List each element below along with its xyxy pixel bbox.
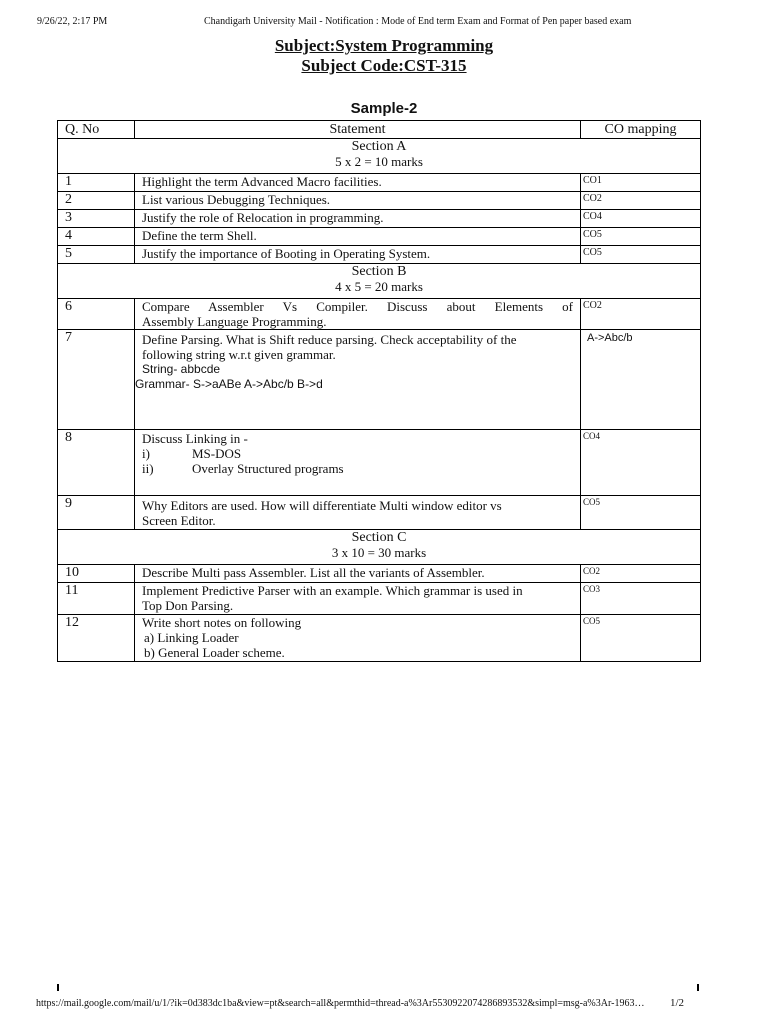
table-row bbox=[58, 330, 701, 430]
sub-item bbox=[142, 446, 573, 461]
co-mapping: CO5 bbox=[581, 496, 701, 530]
table-row bbox=[58, 430, 701, 496]
co-mapping: CO5 bbox=[581, 615, 701, 662]
question-number: 3 bbox=[58, 210, 135, 228]
question-number: 12 bbox=[58, 615, 135, 662]
question-number: 2 bbox=[58, 192, 135, 210]
sub-item-text: MS-DOS bbox=[192, 446, 242, 461]
question-number: 6 bbox=[58, 299, 135, 330]
table-row bbox=[58, 210, 701, 228]
print-page-number: 1/2 bbox=[670, 997, 685, 1009]
co-mapping: CO1 bbox=[581, 174, 701, 192]
table-row bbox=[58, 192, 701, 210]
question-statement: List various Debugging Techniques. bbox=[135, 192, 581, 210]
question-statement: Justify the importance of Booting in Operating System. bbox=[135, 246, 581, 264]
sub-item-number: i) bbox=[142, 446, 150, 461]
statement-line: Define Parsing. What is Shift reduce parsing. Check acceptability of the bbox=[142, 332, 517, 347]
table-header-row bbox=[58, 121, 701, 139]
statement-line: Compare Assembler Vs Compiler. Discuss about Elements of bbox=[142, 299, 573, 314]
sample-title: Sample-2 bbox=[350, 100, 418, 117]
statement-line: Write short notes on following bbox=[142, 615, 302, 630]
section-a-title: Section A bbox=[351, 139, 407, 154]
question-statement bbox=[135, 330, 581, 430]
question-statement: Define the term Shell. bbox=[135, 228, 581, 246]
section-c-row bbox=[58, 530, 701, 565]
sub-item bbox=[142, 461, 573, 476]
question-number: 7 bbox=[58, 330, 135, 430]
statement-line: following string w.r.t given grammar. bbox=[142, 347, 336, 362]
sub-item-text: Overlay Structured programs bbox=[192, 461, 344, 476]
table-row bbox=[58, 174, 701, 192]
question-number: 1 bbox=[58, 174, 135, 192]
section-b-row bbox=[58, 264, 701, 299]
question-number: 8 bbox=[58, 430, 135, 496]
section-b-title: Section B bbox=[351, 264, 407, 279]
table-row bbox=[58, 496, 701, 530]
statement-line: b) General Loader scheme. bbox=[144, 645, 285, 660]
question-number: 9 bbox=[58, 496, 135, 530]
question-statement bbox=[135, 299, 581, 330]
co-mapping: CO5 bbox=[581, 246, 701, 264]
question-statement bbox=[135, 430, 581, 496]
section-a-marks: 5 x 2 = 10 marks bbox=[335, 154, 423, 169]
col-header-co-mapping: CO mapping bbox=[581, 121, 701, 139]
question-statement bbox=[135, 583, 581, 615]
statement-grammar: Grammar- S->aABe A->Abc/b B->d bbox=[135, 377, 323, 391]
co-mapping: CO4 bbox=[581, 430, 701, 496]
co-mapping: CO2 bbox=[581, 192, 701, 210]
statement-line: a) Linking Loader bbox=[144, 630, 239, 645]
crop-mark-left bbox=[57, 984, 59, 991]
print-footer-url: https://mail.google.com/mail/u/1/?ik=0d383dc1ba&view=pt&search=all&permthid=thread-a%3Ar5530922074286893532&simpl=msg-a%3Ar-1963… bbox=[36, 998, 645, 1009]
statement-line: Assembly Language Programming. bbox=[142, 314, 327, 329]
section-c-title: Section C bbox=[351, 530, 407, 545]
print-header-title: Chandigarh University Mail - Notification : Mode of End term Exam and Format of Pen paper based exam bbox=[204, 16, 632, 27]
co-mapping: CO2 bbox=[581, 299, 701, 330]
co-mapping: CO3 bbox=[581, 583, 701, 615]
statement-line: Discuss Linking in - bbox=[142, 431, 248, 446]
question-number: 4 bbox=[58, 228, 135, 246]
statement-line: Why Editors are used. How will differentiate Multi window editor vs bbox=[142, 498, 502, 513]
sub-item-number: ii) bbox=[142, 461, 154, 476]
question-table bbox=[57, 120, 701, 662]
statement-line: Implement Predictive Parser with an example. Which grammar is used in bbox=[142, 583, 523, 598]
col-header-qno: Q. No bbox=[58, 121, 135, 139]
co-mapping: CO5 bbox=[581, 228, 701, 246]
question-statement bbox=[135, 615, 581, 662]
question-statement bbox=[135, 496, 581, 530]
print-datetime: 9/26/22, 2:17 PM bbox=[37, 16, 108, 27]
question-number: 10 bbox=[58, 565, 135, 583]
table-row bbox=[58, 615, 701, 662]
statement-string: String- abbcde bbox=[142, 362, 221, 376]
question-statement: Describe Multi pass Assembler. List all the variants of Assembler. bbox=[135, 565, 581, 583]
table-row bbox=[58, 583, 701, 615]
table-row bbox=[58, 565, 701, 583]
section-c-marks: 3 x 10 = 30 marks bbox=[331, 545, 427, 560]
subject-code: Subject Code:CST-315 bbox=[301, 56, 467, 75]
question-number: 5 bbox=[58, 246, 135, 264]
question-statement: Justify the role of Relocation in programming. bbox=[135, 210, 581, 228]
statement-line: Top Don Parsing. bbox=[142, 598, 234, 613]
table-row bbox=[58, 246, 701, 264]
question-statement: Highlight the term Advanced Macro facilities. bbox=[135, 174, 581, 192]
subject-name: Subject:System Programming bbox=[274, 36, 494, 55]
table-row bbox=[58, 299, 701, 330]
crop-mark-right bbox=[697, 984, 699, 991]
table-row bbox=[58, 228, 701, 246]
co-mapping: CO2 bbox=[581, 565, 701, 583]
col-header-statement: Statement bbox=[135, 121, 581, 139]
section-a-row bbox=[58, 139, 701, 174]
statement-line: Screen Editor. bbox=[142, 513, 216, 528]
question-number: 11 bbox=[58, 583, 135, 615]
section-b-marks: 4 x 5 = 20 marks bbox=[335, 279, 423, 294]
co-mapping: A->Abc/b bbox=[581, 330, 701, 430]
co-mapping: CO4 bbox=[581, 210, 701, 228]
